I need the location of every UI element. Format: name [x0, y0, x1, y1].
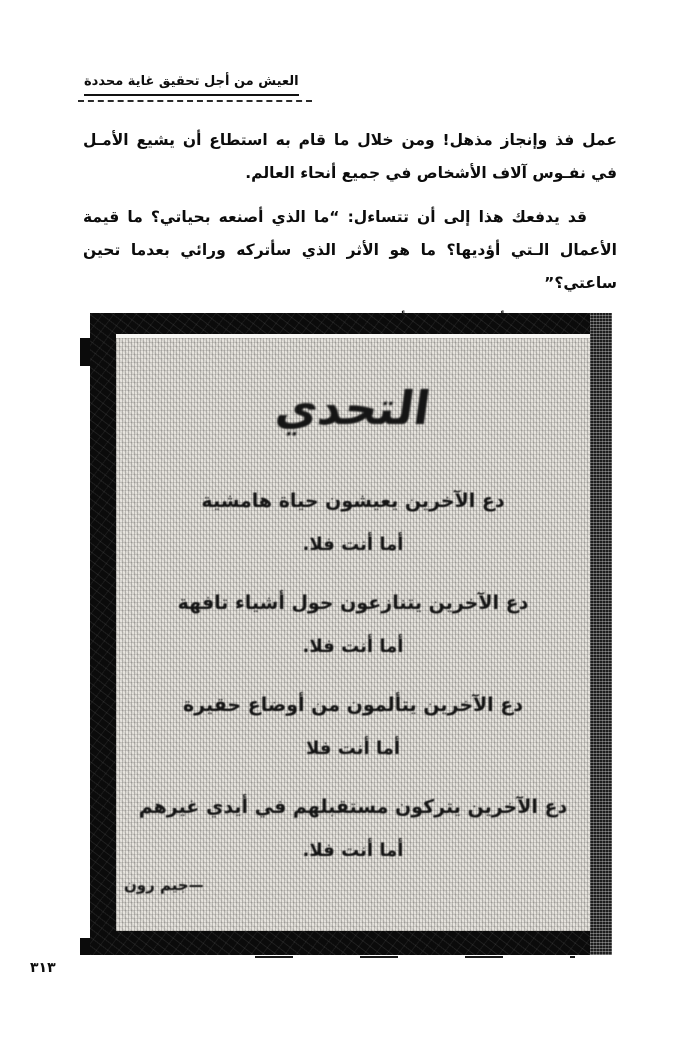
box-content: [116, 338, 590, 931]
stanza-3-line: دع الآخرين يتألمون من أوضاع حقيرة: [182, 694, 524, 716]
stanza-1-refrain: أما أنت فلا.: [302, 534, 404, 555]
stanza-4-refrain: أما أنت فلا.: [302, 840, 404, 861]
stanza-3-refrain: أما أنت فلا: [305, 738, 401, 759]
running-header: [84, 70, 299, 96]
running-header-title: العيش من أجل تحقيق غاية محددة: [84, 74, 299, 96]
stanza-2-refrain: أما أنت فلا.: [302, 636, 404, 657]
paragraph-2: قد يدفعك هذا إلى أن تتساءل: “ما الذي أصنعه بحياتي؟ ما قيمة الأعمال الـتي أؤديها؟ ما هو الأثر الذي سأتركه ورائي بعدما تحين ساعتي؟”: [83, 208, 617, 292]
header-dash-rule: [78, 100, 312, 102]
scan-artifact: [80, 938, 90, 955]
stanza-2-line: دع الآخرين يتنازعون حول أشياء تافهة: [177, 592, 529, 614]
scan-dash-marks: [255, 956, 575, 958]
challenge-quote-box: [90, 313, 612, 955]
stanza-4-line: دع الآخرين يتركون مستقبلهم في أيدي غيرهم: [138, 796, 568, 818]
page-number: ٣١٣: [30, 960, 56, 976]
scan-artifact: [80, 338, 90, 366]
paragraph-1: عمل فذ وإنجاز مذهل! ومن خلال ما قام به استطاع أن يشيع الأمـل في نفـوس آلاف الأشخاص في جميع أنحاء العالم.: [83, 131, 617, 182]
challenge-title: التحدي: [272, 381, 434, 435]
quote-attribution: —جيم رون: [124, 876, 204, 894]
body-text: [83, 124, 617, 338]
box-right-hatched-border: [590, 313, 612, 955]
stanza-1-line: دع الآخرين يعيشون حياة هامشية: [201, 490, 505, 512]
box-textured-panel: [116, 334, 590, 931]
